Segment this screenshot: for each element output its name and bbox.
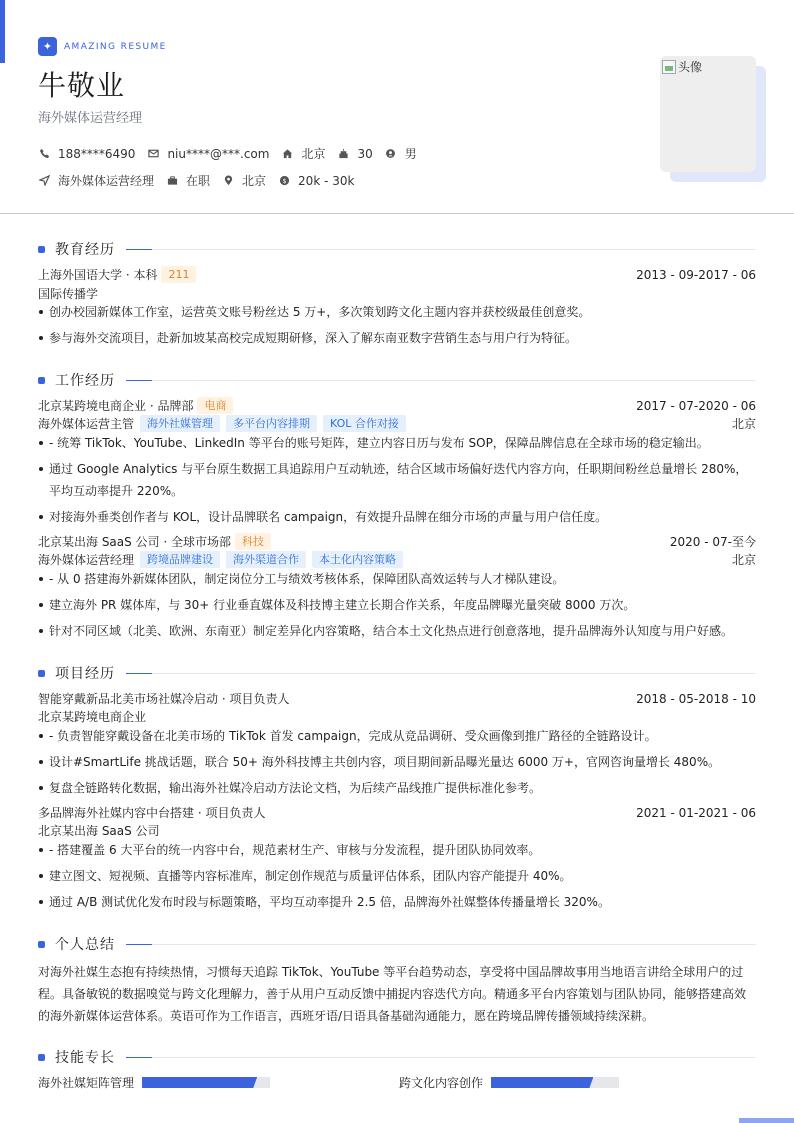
- skill-level-fill: [491, 1077, 593, 1088]
- job-intent-row: [38, 172, 366, 189]
- section-marker: [38, 1054, 45, 1061]
- project-header-row: [38, 804, 756, 821]
- job-date: 2017 - 07-2020 - 06: [636, 398, 756, 413]
- section-rule: [152, 249, 756, 250]
- section-title: 教育经历: [55, 242, 115, 258]
- job-header-row: [38, 397, 756, 414]
- skill-tag: 跨境品牌建设: [140, 551, 220, 568]
- skill-tag: 海外社媒管理: [140, 415, 220, 432]
- section-rule-accent: [126, 380, 152, 381]
- job-role: 海外媒体运营主管: [38, 417, 135, 431]
- gender-icon: [385, 148, 397, 160]
- major-row: [38, 285, 756, 302]
- city-text: 北京: [242, 174, 267, 188]
- project-bullet: 通过 A/B 测试优化发布时段与标题策略，平均互动率提升 2.5 倍，品牌海外社媒整体传播量增长 320%。: [38, 891, 756, 913]
- skill-level-track: [142, 1077, 270, 1088]
- job-role-row: [38, 415, 756, 432]
- major: 国际传播学: [38, 287, 99, 301]
- job-bullet: 建立海外 PR 媒体库，与 30+ 行业垂直媒体及科技博主建立长期合作关系，年度品牌曝光量突破 8000 万次。: [38, 594, 756, 616]
- project-org: 北京某跨境电商企业: [38, 710, 147, 724]
- section-marker: [38, 670, 45, 677]
- project-date: 2018 - 05-2018 - 10: [636, 691, 756, 706]
- section-marker: [38, 246, 45, 253]
- job-location: 北京: [731, 417, 756, 431]
- company-name: 北京某出海 SaaS 公司 · 全球市场部: [38, 535, 232, 549]
- section-rule-accent: [126, 1057, 152, 1058]
- project-name: 智能穿戴新品北美市场社媒冷启动 · 项目负责人: [38, 692, 290, 706]
- salary-text: 20k - 30k: [298, 173, 355, 188]
- info-home: [281, 145, 325, 162]
- project-header-row: [38, 690, 756, 707]
- section-marker: [38, 941, 45, 948]
- avatar-alt-text: 头像: [678, 60, 703, 74]
- project-org-row: [38, 708, 756, 725]
- cake-icon: [337, 148, 349, 160]
- send-icon: [38, 175, 50, 187]
- age-text: 30: [357, 146, 373, 161]
- section-title: 技能专长: [55, 1050, 115, 1066]
- skill-tag: KOL 合作对接: [323, 415, 406, 432]
- home-text: 北京: [301, 147, 326, 161]
- project-date: 2021 - 01-2021 - 06: [636, 805, 756, 820]
- section-skills-heading: [38, 1047, 756, 1067]
- skill-level-fill: [142, 1077, 257, 1088]
- education-row: [38, 266, 756, 283]
- job-bullet: - 统筹 TikTok、YouTube、LinkedIn 等平台的账号矩阵，建立内容日历与发布 SOP，保障品牌信息在全球市场的稳定输出。: [38, 432, 756, 454]
- skill-tag: 本土化内容策略: [312, 551, 403, 568]
- target-position-text: 海外媒体运营经理: [58, 174, 155, 188]
- job-location: 北京: [731, 553, 756, 567]
- project-bullet: 建立图文、短视频、直播等内容标准库，制定创作规范与质量评估体系，团队内容产能提升 40%。: [38, 865, 756, 887]
- education-bullet: 创办校园新媒体工作室，运营英文账号粉丝达 5 万+，多次策划跨文化主题内容并获校级最佳创意奖。: [38, 301, 756, 323]
- project-org: 北京某出海 SaaS 公司: [38, 824, 160, 838]
- section-rule-accent: [126, 249, 152, 250]
- industry-tag: 电商: [197, 397, 233, 414]
- skill-name: 海外社媒矩阵管理: [38, 1076, 135, 1090]
- location-pin-icon: [222, 175, 234, 187]
- skill-level-track: [491, 1077, 619, 1088]
- section-title: 个人总结: [55, 937, 115, 953]
- project-org-row: [38, 822, 756, 839]
- job-bullet: - 从 0 搭建海外新媒体团队，制定岗位分工与绩效考核体系，保障团队高效运转与人才梯队建设。: [38, 568, 756, 590]
- bottom-accent-bar: [739, 1118, 794, 1123]
- school-name: 上海外国语大学 · 本科: [38, 268, 158, 282]
- sparkle-icon: ✦: [38, 37, 57, 56]
- avatar: [660, 56, 766, 182]
- candidate-title: 海外媒体运营经理: [38, 111, 143, 126]
- industry-tag: 科技: [235, 533, 271, 550]
- info-city: [222, 172, 266, 189]
- briefcase-icon: [166, 175, 178, 187]
- job-role-row: [38, 551, 756, 568]
- status-text: 在职: [186, 174, 211, 188]
- skill-tag: 多平台内容排期: [226, 415, 317, 432]
- header-divider: [0, 213, 794, 214]
- home-icon: [281, 148, 293, 160]
- job-bullet: 针对不同区域（北美、欧洲、东南亚）制定差异化内容策略，结合本土文化热点进行创意落地，提升品牌海外认知度与用户好感。: [38, 620, 756, 642]
- summary-text: 对海外社媒生态抱有持续热情，习惯每天追踪 TikTok、YouTube 等平台趋势动态，享受将中国品牌故事用当地语言讲给全球用户的过程。具备敏锐的数据嗅觉与跨文化理解力，善于从用户互动反馈中捕捉内容迭代方向。精通多平台内容策划与团队协同，能够搭建高效的海外新媒体运营体系。英语可作为工作语言，西班牙语/日语具备基础沟通能力，愿在跨境品牌传播领域持续深耕。: [38, 965, 747, 1023]
- phone-icon: [38, 148, 50, 160]
- section-title: 项目经历: [55, 666, 115, 682]
- skill-item: [399, 1074, 619, 1091]
- phone-text: 188****6490: [58, 146, 136, 161]
- section-title: 工作经历: [55, 373, 115, 389]
- project-bullet: 设计#SmartLife 挑战话题，联合 50+ 海外科技博主共创内容，项目期间新品曝光量达 6000 万+，官网咨询量增长 480%。: [38, 751, 756, 773]
- gender-text: 男: [404, 147, 417, 161]
- skill-name: 跨文化内容创作: [399, 1076, 484, 1090]
- broken-image-icon: [662, 60, 676, 74]
- email-text: niu****@***.com: [167, 146, 270, 161]
- school-tag: 211: [161, 266, 196, 283]
- mail-icon: [147, 148, 159, 160]
- job-date: 2020 - 07-至今: [669, 535, 756, 549]
- job-header-row: [38, 533, 756, 550]
- info-age: [337, 147, 372, 161]
- info-gender: [385, 145, 417, 162]
- contact-info-row: [38, 145, 429, 162]
- education-bullet: 参与海外交流项目，赴新加坡某高校完成短期研修，深入了解东南亚数字营销生态与用户行为特征。: [38, 327, 756, 349]
- avatar-alt: [662, 58, 702, 75]
- brand: [38, 37, 167, 56]
- svg-text:$: $: [282, 176, 287, 185]
- info-status: [166, 172, 210, 189]
- section-rule: [152, 380, 756, 381]
- section-marker: [38, 377, 45, 384]
- project-bullet: - 搭建覆盖 6 大平台的统一内容中台，规范素材生产、审核与分发流程，提升团队协同效率。: [38, 839, 756, 861]
- project-bullet: 复盘全链路转化数据，输出海外社媒冷启动方法论文档，为后续产品线推广提供标准化参考。: [38, 777, 756, 799]
- company-name: 北京某跨境电商企业 · 品牌部: [38, 399, 194, 413]
- info-email: [147, 147, 269, 161]
- section-rule: [152, 944, 756, 945]
- job-bullet: 对接海外垂类创作者与 KOL，设计品牌联名 campaign，有效提升品牌在细分市场的声量与用户信任度。: [38, 506, 756, 528]
- section-rule-accent: [126, 673, 152, 674]
- info-target-position: [38, 172, 154, 189]
- section-education-heading: [38, 239, 756, 259]
- money-icon: [278, 175, 290, 187]
- project-name: 多品牌海外社媒内容中台搭建 · 项目负责人: [38, 806, 266, 820]
- project-bullet: - 负责智能穿戴设备在北美市场的 TikTok 首发 campaign，完成从竞品调研、受众画像到推广路径的全链路设计。: [38, 725, 756, 747]
- section-projects-heading: [38, 663, 756, 683]
- section-rule: [152, 673, 756, 674]
- brand-text: AMAZING RESUME: [64, 41, 167, 52]
- info-phone: [38, 147, 135, 161]
- section-summary-heading: [38, 934, 756, 954]
- candidate-name: 牛敬业: [38, 69, 126, 102]
- info-salary: [278, 174, 354, 188]
- skill-item: [38, 1074, 270, 1091]
- skill-tag: 海外渠道合作: [226, 551, 306, 568]
- education-date: 2013 - 09-2017 - 06: [636, 267, 756, 282]
- job-role: 海外媒体运营经理: [38, 553, 135, 567]
- section-rule: [152, 1057, 756, 1058]
- job-bullet: 通过 Google Analytics 与平台原生数据工具追踪用户互动轨迹，结合区域市场偏好迭代内容方向，任职期间粉丝总量增长 280%，平均互动率提升 220%。: [38, 458, 756, 502]
- section-rule-accent: [126, 944, 152, 945]
- section-work-heading: [38, 370, 756, 390]
- left-accent-bar: [0, 0, 5, 63]
- avatar-image: [660, 56, 756, 172]
